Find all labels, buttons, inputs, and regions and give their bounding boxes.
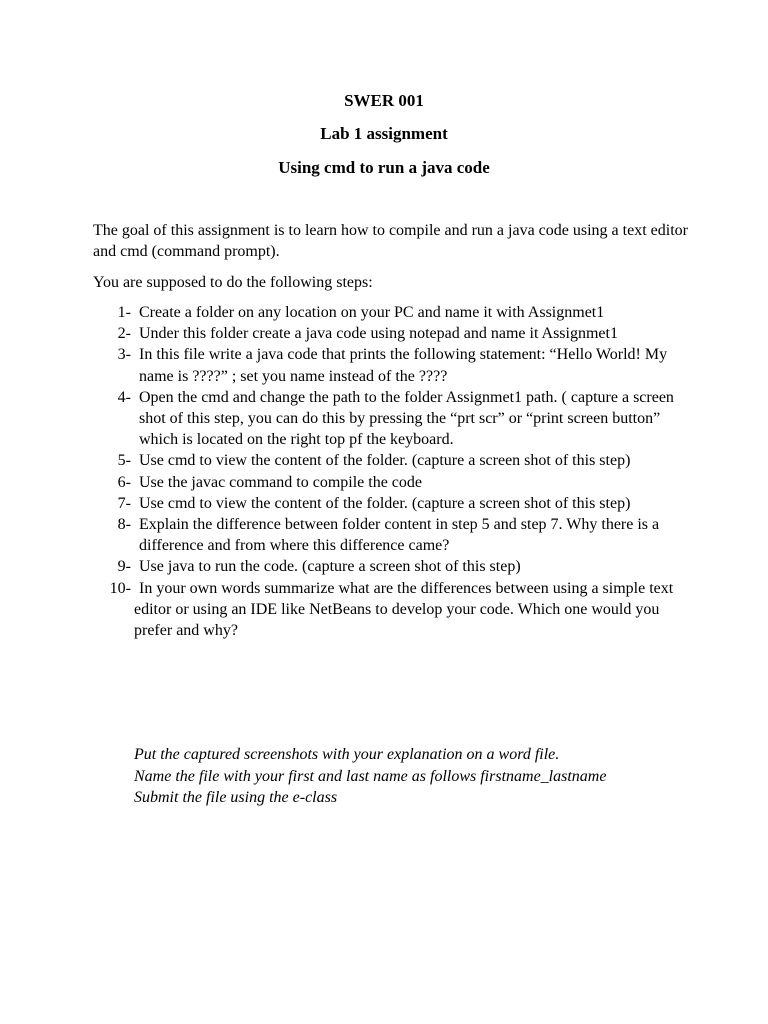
- step-number: 5-: [117, 452, 131, 470]
- step-text: In this file write a java code that prints the following statement: “Hello World! My name is ????” ; set you name instead of the ????: [139, 346, 668, 385]
- step-text: Use java to run the code. (capture a screen shot of this step): [139, 558, 521, 576]
- step-item-8: [0, 514, 768, 556]
- steps-list: [0, 302, 768, 641]
- instruction-line: Put the captured screenshots with your explanation on a word file.: [134, 746, 560, 763]
- step-item-6: [0, 472, 768, 493]
- step-number: 2-: [117, 325, 131, 343]
- step-text: Use cmd to view the content of the folder. (capture a screen shot of this step): [139, 452, 631, 470]
- assignment-subtitle: Using cmd to run a java code: [278, 158, 490, 177]
- goal-paragraph: The goal of this assignment is to learn how to compile and run a java code using a text editor and cmd (command prompt).: [93, 222, 688, 260]
- step-text: Use cmd to view the content of the folder. (capture a screen shot of this step): [139, 494, 631, 512]
- step-item-1: [0, 302, 768, 323]
- step-text: Open the cmd and change the path to the folder Assignmet1 path. ( capture a screen shot of this step, you can do this by pressing the “prt scr” or “print screen button” which is located on the right top pf the keyboard.: [139, 388, 674, 449]
- step-number: 6-: [117, 473, 131, 491]
- step-item-9: [0, 556, 768, 577]
- step-number: 10-: [109, 579, 131, 597]
- instruction-line: Submit the file using the e-class: [134, 789, 338, 806]
- step-item-4: [0, 387, 768, 451]
- step-text: In your own words summarize what are the differences between using a simple text editor or using an IDE like NetBeans to develop your code. Which one would you prefer and why?: [134, 579, 674, 640]
- step-text: Explain the difference between folder content in step 5 and step 7. Why there is a difference and from where this difference came?: [139, 516, 660, 555]
- step-item-3: [0, 344, 768, 386]
- steps-intro: You are supposed to do the following steps:: [93, 274, 373, 291]
- step-item-5: [0, 450, 768, 471]
- submission-instructions: [134, 744, 734, 809]
- step-item-7: [0, 493, 768, 514]
- step-number: 7-: [117, 494, 131, 512]
- step-number: 9-: [117, 558, 131, 576]
- instruction-line: Name the file with your first and last name as follows firstname_lastname: [134, 767, 607, 785]
- step-text: Under this folder create a java code using notepad and name it Assignmet1: [139, 325, 618, 343]
- step-item-2: [0, 323, 768, 344]
- step-number: 3-: [117, 346, 131, 364]
- step-text: Use the javac command to compile the code: [139, 473, 423, 491]
- step-text: Create a folder on any location on your PC and name it with Assignmet1: [139, 304, 605, 321]
- step-item-10: [0, 578, 768, 642]
- course-code: SWER 001: [344, 91, 424, 110]
- step-number: 4-: [117, 388, 131, 406]
- step-number: 8-: [117, 516, 131, 534]
- assignment-title: Lab 1 assignment: [320, 124, 448, 143]
- step-number: 1-: [117, 304, 131, 321]
